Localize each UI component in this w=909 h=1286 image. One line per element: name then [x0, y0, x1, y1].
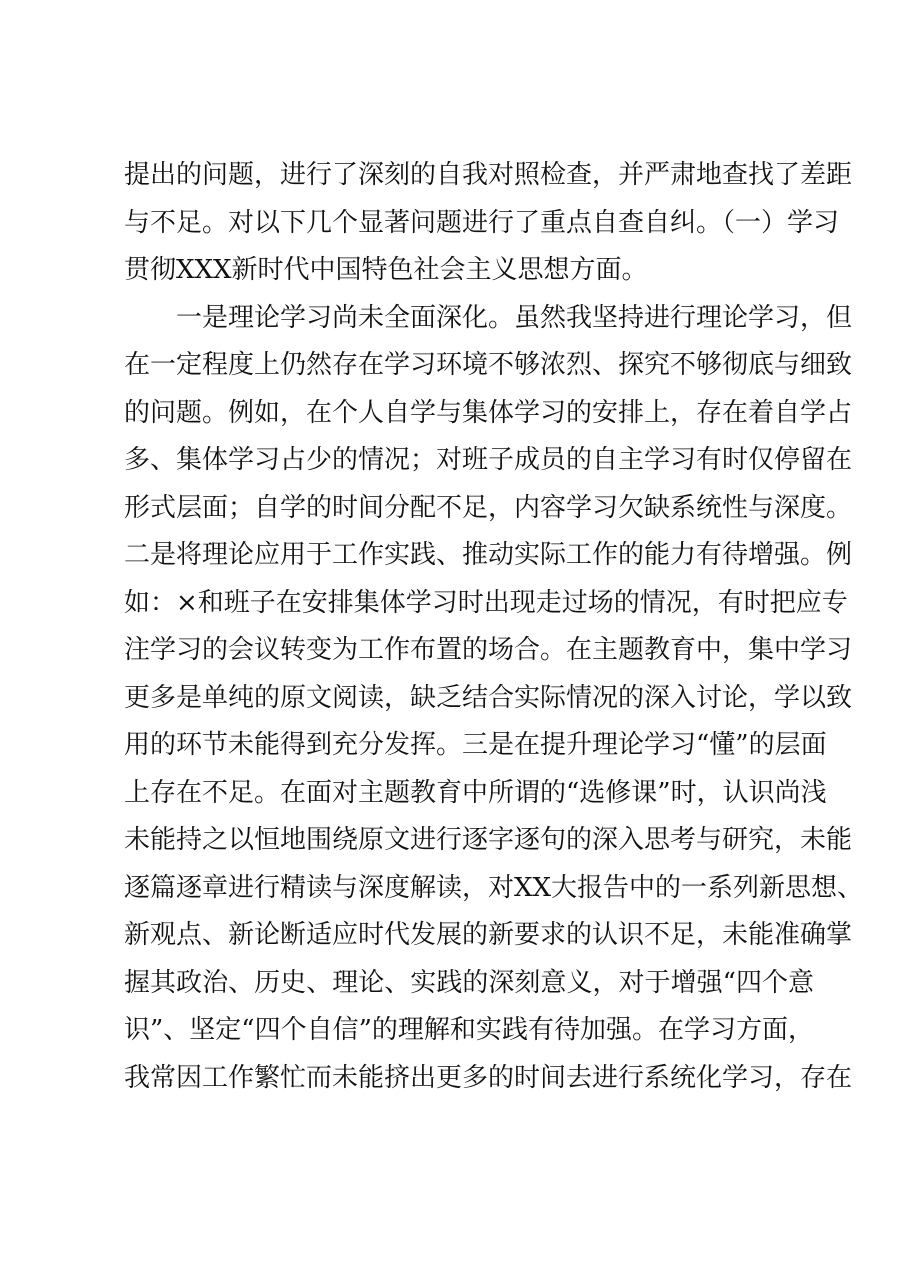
text-line-16: 逐篇逐章进行精读与深度解读，对XX大报告中的一系列新思想、: [124, 872, 864, 903]
text-line-10: 如：×和班子在安排集体学习时出现走过场的情况，有时把应专: [124, 587, 848, 618]
text-line-7: 多、集体学习占少的情况；对班子成员的自主学习有时仅停留在: [124, 445, 853, 475]
text-line-3: 贯彻XXX新时代中国特色社会主义思想方面。: [124, 255, 648, 285]
text-line-5: 在一定程度上仍然存在学习环境不够浓烈、探究不够彻底与细致: [124, 350, 853, 380]
text-line-17: 新观点、新论断适应时代发展的新要求的认识不足，未能准确掌: [124, 920, 853, 950]
text-line-13: 用的环节未能得到充分发挥。三是在提升理论学习“懂”的层面: [124, 730, 827, 760]
text-line-8: 形式层面；自学的时间分配不足，内容学习欠缺系统性与深度。: [124, 492, 853, 523]
text-line-14: 上存在不足。在面对主题教育中所谓的“选修课”时，认识尚浅: [124, 777, 827, 808]
text-line-4: 一是理论学习尚未全面深化。虽然我坚持进行理论学习，但: [176, 302, 853, 333]
text-line-12: 更多是单纯的原文阅读，缺乏结合实际情况的深入讨论，学以致: [124, 682, 853, 713]
text-line-9: 二是将理论应用于工作实践、推动实际工作的能力有待增强。例: [124, 540, 853, 570]
body-text: [124, 152, 864, 1102]
text-line-11: 注学习的会议转变为工作布置的场合。在主题教育中，集中学习: [124, 635, 853, 665]
text-line-19: 识”、坚定“四个自信”的理解和实践有待加强。在学习方面，: [124, 1015, 814, 1045]
text-line-6: 的问题。例如，在个人自学与集体学习的安排上，存在着自学占: [124, 397, 853, 428]
text-line-15: 未能持之以恒地围绕原文进行逐字逐句的深入思考与研究，未能: [124, 825, 853, 855]
text-line-1: 提出的问题，进行了深刻的自我对照检查，并严肃地查找了差距: [124, 160, 853, 190]
text-line-2: 与不足。对以下几个显著问题进行了重点自查自纠。（一）学习: [124, 207, 840, 238]
text-line-20: 我常因工作繁忙而未能挤出更多的时间去进行系统化学习，存在: [124, 1062, 853, 1093]
text-line-18: 握其政治、历史、理论、实践的深刻意义，对于增强“四个意: [124, 967, 814, 998]
